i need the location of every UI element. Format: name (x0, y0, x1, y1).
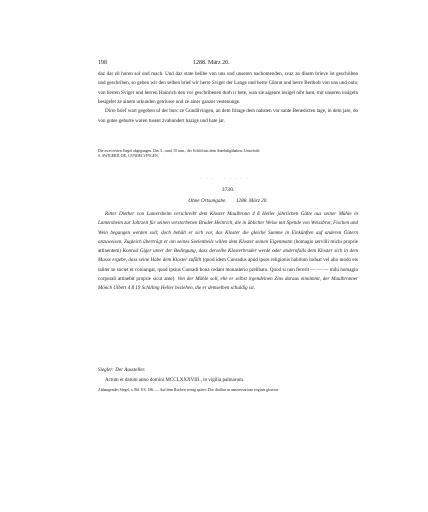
page-number: 198 (98, 60, 107, 66)
archive-note-text: Abhangendes Siegel, s. Bd. 8 S. 186. — Auf dem Rücken wenig später: Doc dialitur in anniversarium virginis gloriose. (98, 388, 280, 392)
archive-note (98, 388, 358, 393)
seal-inscription: S. SWIGERII. DE. GVNDELVINGEN. (98, 154, 159, 159)
regest-part3: Von der Mühle soll, ehe er selbst irgendeinen Zins daraus einnimmt, der Maulbronner Mönch Ulbert 4 ß 19 Schilling Heller beziehen, die er demselben schuldig ist. (98, 276, 358, 292)
regest-latin2: (quod idem Cunradus apud ipsos religionis habitum induat vel alio modo eis taliter se societ et coniungat, quod ipsius Cunradi bona cedant monasterio prelibato. Quod si non fecerit — — — mihi homagio corporali attinebit proprie sicut ante). (98, 257, 358, 283)
regest-part1: Ritter Diether von Lamersheim verschreibt dem Kloster Maulbronn 4 ß Heller jährlichen Gülte aus seiner Mühle in Lamersheim zur Jahrzeit für seinen verstorbenen Bruder Heinrich, die in üblicher Weise mit Spende von Weissbrot, Fischen und Wein begangen werden soll; doch behält er sich vor, das Kloster die gleiche Summe in Einkünften auf anderen Gütern anzuweisen. Zugleich überträgt er am seines Seelenheils willen dem Kloster seinen Eigenmann (98, 211, 358, 245)
regest-part2: Konrad Giger unter der Bedingung, dass derselbe Klosterbruder werde oder andernfalls dem Kloster sich in dem Masse ergebe, dass seine Habe dem Kloster zufällt (98, 248, 358, 264)
previous-document-text (98, 70, 358, 126)
sealer-value: Der Aussteller. (115, 367, 146, 373)
actum-text: Actum et datum anno domini MCCLXXXVIII., in vigilia palmarum. (105, 377, 245, 383)
sealer-label: Siegler: (98, 367, 114, 373)
regest-text (98, 210, 358, 294)
page-header (98, 60, 358, 66)
document-meta (98, 198, 358, 204)
document-date: 1288. März 20. (235, 198, 268, 204)
document-place: Ohne Ortsangabe. (188, 198, 227, 204)
seal-note (98, 149, 358, 160)
document-number: 3730. (221, 187, 235, 193)
paragraph-dating: Dirre brief wart gegeben uf der burc ze Gundilvingen, an dem fritage dem nahsten vor sante Benedicten tage, in dem jare, do von gotes geburte waren tusent zvahundert hazige und hate jar. (98, 108, 358, 124)
paragraph-continuation: daz dar zů horen sol und mach. Und daz state belibe von uns und unseren nachomenden, svaz an disem brieve ist geschriben und geschriben, so geben wir den selben brief wir herre Sviger der Lange und herre Cůnrat und herre Bertholt von uns und ouhc von herren Sviger und herren Hainrich den vor geschribenen durh ir bete, wan sie aigenre insigel niht hant, mit unseren insigeln besigelet ze ainem urkunden getriuwe und ze ainer ganzer vestenunge. (98, 71, 358, 106)
running-head: 1288. März 20. (193, 60, 230, 66)
actum-line (98, 376, 358, 385)
seal-note-line: Die zwei ersten Siegel abgegangen. Das 3., rund, 55 mm., der Schild mit dem Antehrkgähaken; Umschrift: (98, 149, 261, 153)
section-separator: · · · · · · · · · · (200, 176, 256, 181)
regest-latin1: (homagio servilli michi proprie attinentem) (98, 238, 358, 255)
sealer-line (98, 366, 358, 375)
